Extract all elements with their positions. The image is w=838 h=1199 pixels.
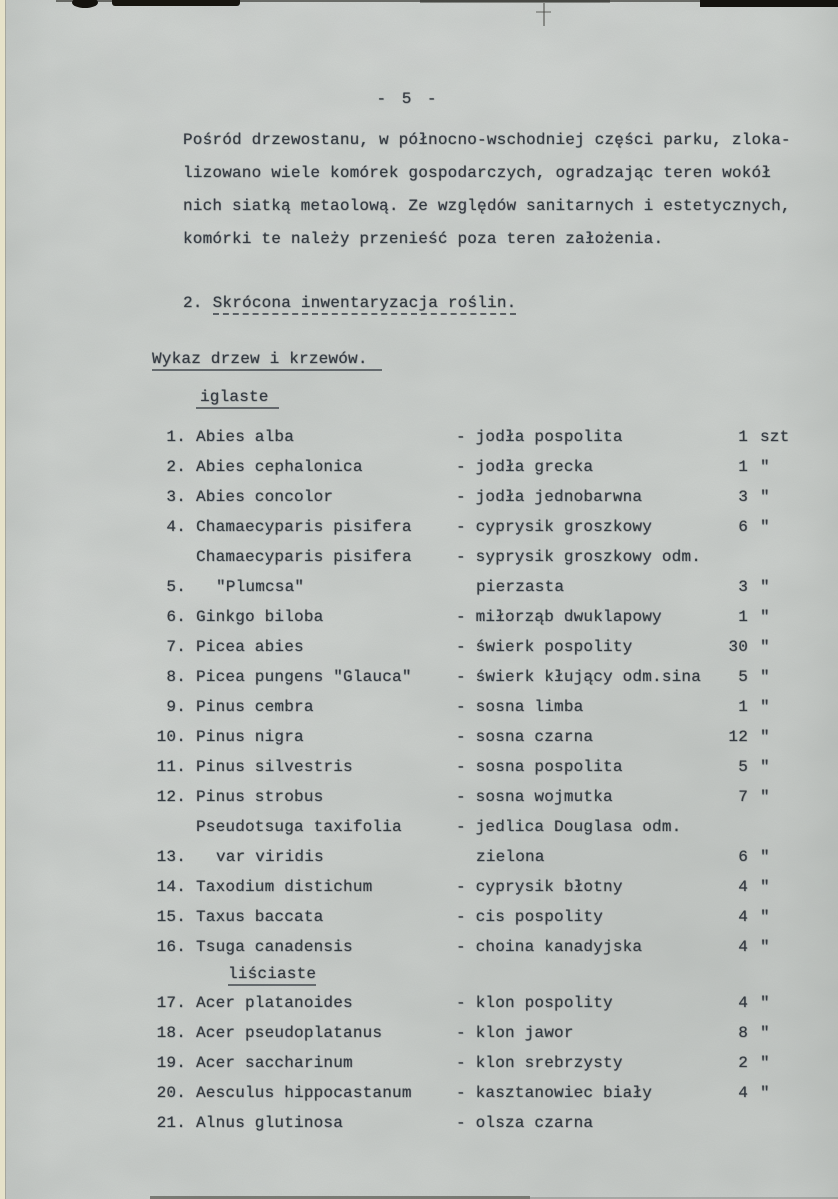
unit: "	[760, 788, 770, 806]
list-row	[150, 422, 814, 452]
paragraph-line: Pośród drzewostanu, w północno-wschodniej części parku, zloka-	[183, 131, 791, 149]
polish-name: - cyprysik błotny	[456, 878, 623, 896]
quantity: 1	[738, 608, 748, 626]
list-row	[150, 1078, 814, 1108]
quantity: 3	[738, 488, 748, 506]
list-title	[152, 350, 382, 368]
unit: "	[760, 758, 770, 776]
page-number: - 5 -	[376, 90, 440, 108]
unit: "	[760, 488, 770, 506]
latin-name: Abies concolor	[196, 488, 334, 506]
list-row	[150, 602, 814, 632]
row-number: 3.	[166, 488, 186, 506]
latin-name: Pinus cembra	[196, 698, 314, 716]
latin-name: Taxus baccata	[196, 908, 324, 926]
latin-name: Picea pungens "Glauca"	[196, 668, 412, 686]
quantity: 5	[738, 758, 748, 776]
group-conifers-text: iglaste	[196, 388, 279, 409]
row-number: 15.	[156, 908, 186, 926]
unit: "	[760, 1084, 770, 1102]
latin-name	[196, 812, 456, 872]
scan-top-dark-segment	[112, 0, 240, 6]
list-row	[150, 1018, 814, 1048]
row-number: 21.	[156, 1114, 186, 1132]
unit: "	[760, 638, 770, 656]
polish-name: - choina kanadyjska	[456, 938, 643, 956]
latin-name: Aesculus hippocastanum	[196, 1084, 412, 1102]
row-number: 17.	[156, 994, 186, 1012]
list-row	[150, 692, 814, 722]
quantity: 4	[738, 908, 748, 926]
polish-name: - sosna wojmutka	[456, 788, 613, 806]
quantity: 4	[738, 938, 748, 956]
latin-name: Pinus nigra	[196, 728, 304, 746]
polish-name: - świerk kłujący odm.sina	[456, 668, 702, 686]
unit: "	[760, 608, 770, 626]
polish-name: - sosna limba	[456, 698, 584, 716]
group-deciduous-text: liściaste	[228, 965, 316, 986]
list-row	[150, 752, 814, 782]
quantity: 5	[738, 668, 748, 686]
latin-name: Tsuga canadensis	[196, 938, 353, 956]
polish-name-line: - syprysik groszkowy odm.	[456, 548, 702, 566]
row-number: 7.	[166, 638, 186, 656]
quantity: 1	[738, 698, 748, 716]
polish-name: - olsza czarna	[456, 1114, 594, 1132]
scan-cross-mark-bar	[536, 11, 551, 13]
latin-name-line: Chamaecyparis pisifera	[196, 548, 412, 566]
latin-name-line: Pseudotsuga taxifolia	[196, 818, 402, 836]
list-row	[150, 1108, 814, 1138]
unit: szt	[760, 428, 790, 446]
scan-edge-left-line	[5, 0, 6, 1199]
quantity: 6	[738, 848, 748, 866]
polish-name: - klon srebrzysty	[456, 1054, 623, 1072]
latin-name: Taxodium distichum	[196, 878, 373, 896]
latin-name: Acer saccharinum	[196, 1054, 353, 1072]
list-row	[150, 632, 814, 662]
quantity: 30	[728, 638, 748, 656]
quantity: 1	[738, 428, 748, 446]
polish-name: - sosna czarna	[456, 728, 594, 746]
polish-name: - miłorząb dwuklapowy	[456, 608, 662, 626]
quantity: 2	[738, 1054, 748, 1072]
row-number: 2.	[166, 458, 186, 476]
list-row	[150, 662, 814, 692]
list-row	[150, 782, 814, 812]
latin-name: Alnus glutinosa	[196, 1114, 344, 1132]
quantity: 7	[738, 788, 748, 806]
row-number: 12.	[156, 788, 186, 806]
row-number: 10.	[156, 728, 186, 746]
latin-name-line: "Plumcsa"	[216, 578, 305, 596]
polish-name: - jodła jednobarwna	[456, 488, 643, 506]
polish-name: - klon pospolity	[456, 994, 613, 1012]
quantity: 1	[738, 458, 748, 476]
section-title: Skrócona inwentaryzacja roślin.	[213, 294, 517, 315]
quantity: 4	[738, 994, 748, 1012]
unit: "	[760, 698, 770, 716]
group-conifers-label	[196, 388, 279, 406]
latin-name	[196, 542, 456, 602]
unit: "	[760, 908, 770, 926]
polish-name: - klon jawor	[456, 1024, 574, 1042]
section-number: 2.	[183, 294, 203, 312]
quantity: 4	[738, 1084, 748, 1102]
paragraph-line: nich siatką metaolową. Ze względów sanitarnych i estetycznych,	[183, 197, 791, 215]
list-row	[150, 482, 814, 512]
list-row	[150, 542, 814, 602]
list-row	[150, 902, 814, 932]
row-number: 4.	[166, 518, 186, 536]
quantity: 3	[738, 578, 748, 596]
latin-name: Acer platanoides	[196, 994, 353, 1012]
intro-paragraph	[183, 124, 815, 256]
quantity: 6	[738, 518, 748, 536]
quantity: 4	[738, 878, 748, 896]
row-number: 8.	[166, 668, 186, 686]
row-number: 11.	[156, 758, 186, 776]
row-number: 14.	[156, 878, 186, 896]
latin-name: Pinus silvestris	[196, 758, 353, 776]
quantity: 8	[738, 1024, 748, 1042]
list-title-text: Wykaz drzew i krzewów.	[152, 350, 382, 371]
unit: "	[760, 1054, 770, 1072]
list-row	[150, 1048, 814, 1078]
scan-top-ink-blob	[72, 0, 98, 8]
list-row	[150, 988, 814, 1018]
scan-top-right-corner	[700, 0, 838, 7]
latin-name: Ginkgo biloba	[196, 608, 324, 626]
polish-name-line: pierzasta	[476, 578, 565, 596]
row-number: 6.	[166, 608, 186, 626]
unit: "	[760, 994, 770, 1012]
latin-name: Acer pseudoplatanus	[196, 1024, 383, 1042]
list-row	[150, 812, 814, 872]
deciduous-rows	[150, 988, 814, 1138]
polish-name: - cyprysik groszkowy	[456, 518, 653, 536]
row-number: 9.	[166, 698, 186, 716]
polish-name: - jodła pospolita	[456, 428, 623, 446]
row-number: 18.	[156, 1024, 186, 1042]
list-row	[150, 722, 814, 752]
row-number: 16.	[156, 938, 186, 956]
unit: "	[760, 848, 770, 866]
plant-inventory-list	[150, 422, 814, 1138]
latin-name: Abies cephalonica	[196, 458, 363, 476]
unit: "	[760, 668, 770, 686]
latin-name: Picea abies	[196, 638, 304, 656]
paragraph-line: lizowano wiele komórek gospodarczych, ogradzając teren wokół	[183, 164, 772, 182]
list-row	[150, 452, 814, 482]
quantity: 12	[728, 728, 748, 746]
unit: "	[760, 518, 770, 536]
unit: "	[760, 728, 770, 746]
polish-name-line: zielona	[476, 848, 545, 866]
row-number: 1.	[166, 428, 186, 446]
polish-name: - kasztanowiec biały	[456, 1084, 653, 1102]
group-deciduous-label	[228, 962, 814, 988]
unit: "	[760, 878, 770, 896]
row-number: 5.	[166, 578, 186, 596]
latin-name: Chamaecyparis pisifera	[196, 518, 412, 536]
polish-name: - cis pospolity	[456, 908, 604, 926]
paragraph-line: komórki te należy przenieść poza teren założenia.	[183, 230, 664, 248]
section-heading	[183, 294, 516, 312]
polish-name: - sosna pospolita	[456, 758, 623, 776]
latin-name-line: var viridis	[216, 848, 324, 866]
latin-name: Pinus strobus	[196, 788, 324, 806]
polish-name-line: - jedlica Douglasa odm.	[456, 818, 682, 836]
polish-name	[456, 542, 700, 602]
row-number: 20.	[156, 1084, 186, 1102]
unit: "	[760, 458, 770, 476]
list-row	[150, 512, 814, 542]
scan-cross-mark	[543, 3, 545, 26]
conifers-rows	[150, 422, 814, 962]
latin-name: Abies alba	[196, 428, 295, 446]
polish-name: - świerk pospolity	[456, 638, 633, 656]
list-row	[150, 932, 814, 962]
scan-top-faint-segment	[420, 0, 610, 3]
row-number: 19.	[156, 1054, 186, 1072]
unit: "	[760, 1024, 770, 1042]
unit: "	[760, 578, 770, 596]
list-row	[150, 872, 814, 902]
unit: "	[760, 938, 770, 956]
polish-name: - jodła grecka	[456, 458, 594, 476]
row-number: 13.	[156, 848, 186, 866]
polish-name	[456, 812, 700, 872]
